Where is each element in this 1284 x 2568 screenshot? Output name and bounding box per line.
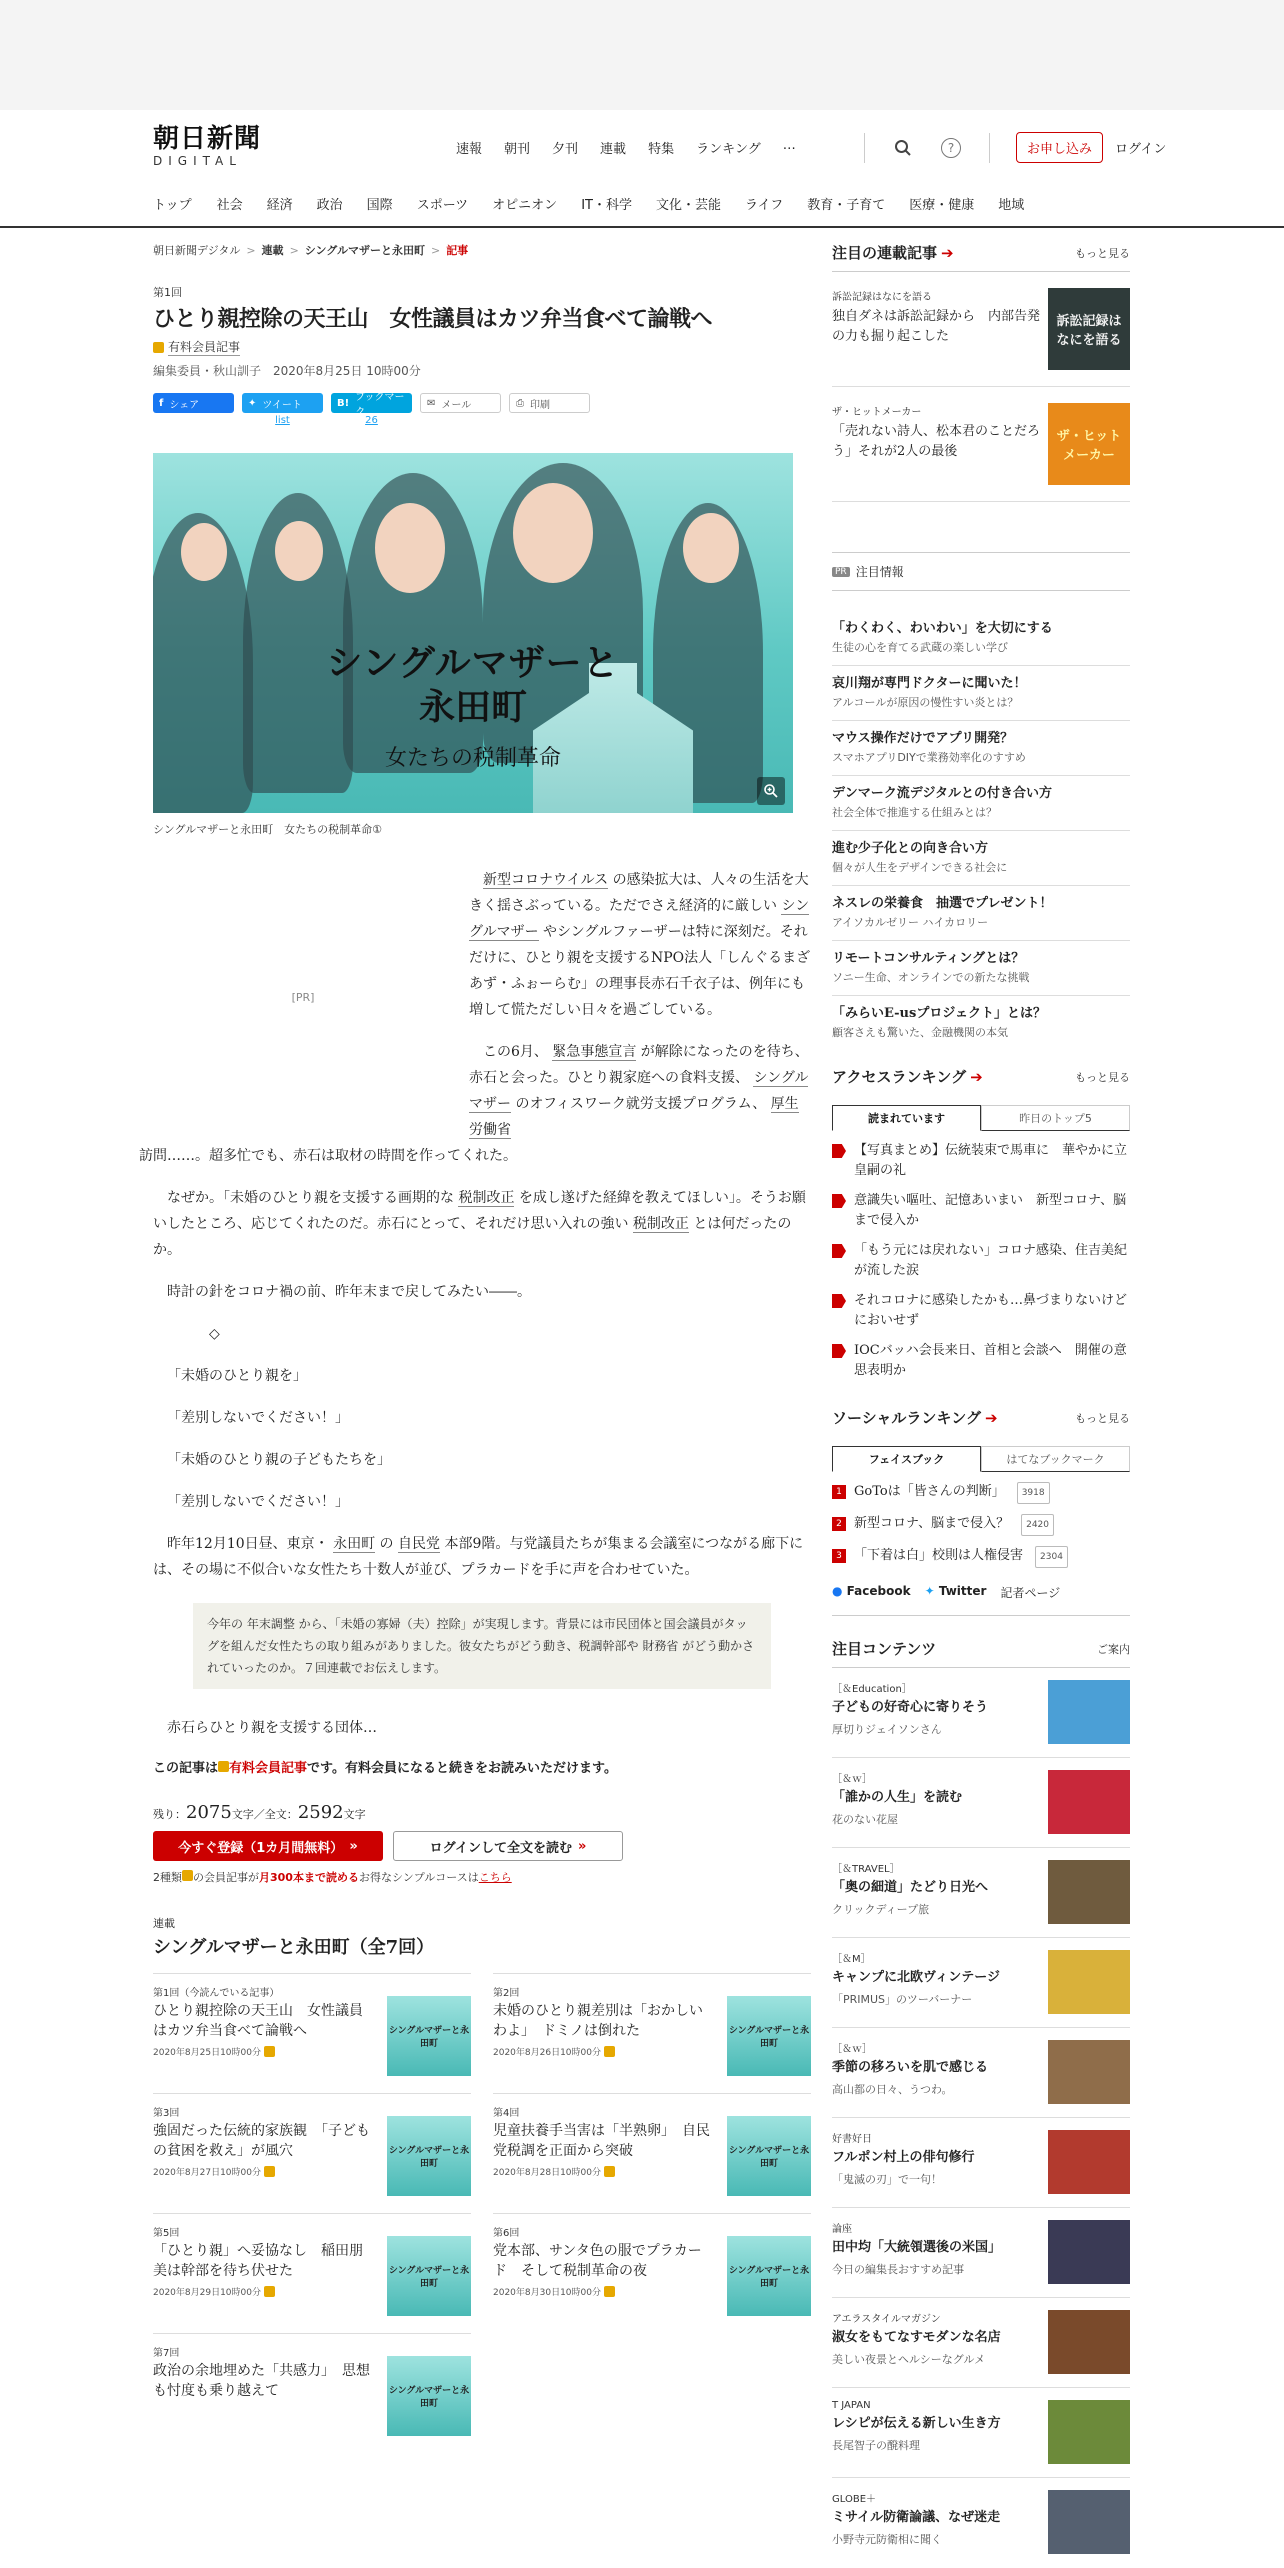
arrow-right-icon: ➔ [970,1067,983,1086]
access-ranking-list [832,1141,1130,1381]
pr-header: PR 注目情報 [832,552,1130,591]
category-nav [153,194,1024,213]
series-title[interactable]: シングルマザーと永田町（全7回） [153,1937,435,1958]
simple-course-note: 2種類 の会員記事が月300本まで読めるお得なシンプルコースはこちら [153,1871,512,1884]
category-shakai[interactable]: 社会 [216,198,243,213]
social-ranking-header: ソーシャルランキング ➔ もっと見る [832,1408,1130,1427]
category-culture[interactable]: 文化・芸能 [655,198,721,213]
hatena-count[interactable]: 26 [365,415,378,426]
lock-icon [264,2046,275,2057]
content-thumbnail [1048,2220,1130,2284]
paywall-message: この記事は 有料会員記事です。有料会員になると続きをお読みいただけます。 [153,1761,617,1776]
article-title: ひとり親控除の天王山 女性議員はカツ弁当食べて論戦へ [153,306,713,332]
content-item[interactable]: 論座 田中均「大統領選後の米国」 今日の編集長おすすめ記事 [832,2208,1130,2298]
more-link[interactable]: もっと見る [1075,246,1130,260]
paragraph: 「未婚のひとり親を」 [167,1368,307,1384]
sidebar [832,242,1130,2568]
category-seiji[interactable]: 政治 [316,198,343,213]
ranking-item[interactable]: 意識失い嘔吐、記憶あいまい 新型コロナ、脳まで侵入か [832,1191,1130,1231]
double-chevron-icon: » [577,1838,587,1854]
series-thumbnail: シングルマザーと永田町 [387,2236,471,2316]
featured-contents-header: 注目コンテンツ ご案内 [832,1638,1130,1668]
ranking-item[interactable]: IOCバッハ会長来日、首相と会談へ 開催の意思表明か [832,1341,1130,1381]
series-thumbnail: シングルマザーと永田町 [387,1996,471,2076]
guide-link[interactable]: ご案内 [1097,1642,1130,1656]
content-item[interactable]: ［＆Education］ 子どもの好奇心に寄りそう 厚切りジェイソンさん [832,1668,1130,1758]
category-health[interactable]: 医療・健康 [909,198,975,213]
divider [864,133,865,163]
lock-icon [264,2286,275,2297]
series-card[interactable]: 第5回 「ひとり親」へ妥協なし 稲田朋美は幹部を待ち伏せた 2020年8月29日10時00分 シングルマザーと永田町 [153,2213,471,2333]
tab-facebook[interactable]: フェイスブック [832,1446,981,1472]
login-read-button[interactable]: ログインして全文を読む » [393,1831,623,1861]
category-sports[interactable]: スポーツ [416,198,469,213]
category-top[interactable]: トップ [153,198,192,213]
series-note-box: 今年の 年末調整 から、「未婚の寡婦（夫）控除」が実現します。背景には市民団体と国会議員がタッグを組んだ女性たちの取り組みがありました。彼女たちがどう動き、税調幹部や 財務省 がどう動かされていったのか。７回連載でお伝えします。 [193,1603,771,1689]
series-thumbnail: 訴訟記録はなにを語る [1048,288,1130,370]
nav-tokushu[interactable]: 特集 [648,142,675,157]
lock-icon [604,2046,615,2057]
character-count: 残り：2075文字／全文：2592文字 [153,1802,366,1823]
arrow-marker-icon [832,1344,846,1358]
lock-icon [604,2166,615,2177]
pr-item[interactable]: デンマーク流デジタルとの付き合い方 社会全体で推進する仕組みとは？ [832,776,1130,831]
content-item[interactable]: ［＆ｗ］ 「誰かの人生」を読む 花のない花屋 [832,1758,1130,1848]
category-kokusai[interactable]: 国際 [366,198,393,213]
section-divider: ◇ [209,1326,220,1342]
paid-member-link[interactable]: 有料会員記事 [229,1761,308,1776]
hatena-bookmark-button[interactable]: B! ブックマーク 26 [331,393,412,413]
keyword-link[interactable]: シングルマザー [469,1070,809,1112]
arrow-right-icon: ➔ [984,1408,998,1427]
site-logo[interactable]: 朝日新聞 DIGITAL [153,124,262,168]
content-item[interactable]: ［＆ｗ］ 季節の移ろいを肌で感じる 高山都の日々、うつわ。 [832,2028,1130,2118]
printer-icon: ⎙ [516,397,524,409]
series-thumbnail: シングルマザーと永田町 [727,2236,811,2316]
content-thumbnail [1048,2310,1130,2374]
series-thumbnail: シングルマザーと永田町 [387,2356,471,2436]
tab-most-read[interactable]: 読まれています [832,1105,981,1131]
keyword-link[interactable]: 緊急事態宣言 [552,1044,637,1060]
access-ranking-tabs [832,1105,1130,1131]
content-item[interactable]: アエラスタイルマガジン 淑女をもてなすモダンな名店 美しい夜景とヘルシーなグルメ [832,2298,1130,2388]
series-card[interactable]: 第6回 党本部、サンタ色の服でプラカード そして税制革命の夜 2020年8月30日10時00分 シングルマザーと永田町 [493,2213,811,2333]
lock-icon [182,1870,193,1881]
image-caption: シングルマザーと永田町 女たちの税制革命① [153,823,383,836]
top-ad-space [0,0,1284,110]
paragraph: 新型コロナウイルス の感染拡大は、人々の生活を大きく揺さぶっている。ただでさえ経済的に厳しい シングルマザー やシングルファーザーは特に深刻だ。それだけに、ひとり親を支援するNPO法人「しんぐるまざあず・ふぉーらむ」の理事長赤石千衣子は、例年にも増して慌ただしい日々を過ごしている。 [469,872,811,1018]
keyword-link[interactable]: シングルマザー [469,898,810,940]
keyword-link[interactable]: 税制改正 [458,1190,515,1206]
arrow-marker-icon [832,1144,846,1158]
series-thumbnail: シングルマザーと永田町 [727,1996,811,2076]
pr-item[interactable]: 哀川翔が専門ドクターに聞いた！ アルコールが原因の慢性すい炎とは？ [832,666,1130,721]
content-thumbnail [1048,2400,1130,2464]
print-button[interactable]: ⎙ 印刷 [509,393,590,413]
facebook-icon: f [159,397,164,409]
pr-item[interactable]: 進む少子化との向き合い方 個々が人生をデザインできる社会に [832,831,1130,886]
twitter-link[interactable]: ✦ Twitter [924,1584,987,1598]
twitter-count[interactable]: list [275,415,290,426]
hero-image[interactable] [153,453,793,813]
lock-icon [218,1761,229,1772]
paragraph: 昨年12月10日昼、東京・ 永田町 の 自民党 本部9階。与党議員たちが集まる会議室につながる廊下には、その場に不似合いな女性たち十数人が並び、プラカードを手に声を合わせていた。 [153,1536,804,1578]
pr-item[interactable]: ネスレの栄養食 抽選でプレゼント！ アイソカルゼリー ハイカロリー [832,886,1130,941]
content-thumbnail [1048,2490,1130,2554]
paragraph: 「未婚のひとり親の子どもたちを」 [167,1452,391,1468]
category-life[interactable]: ライフ [744,198,784,213]
keyword-link[interactable]: 新型コロナウイルス [483,872,609,888]
hero-title-line1: シングルマザーと [326,642,620,684]
keyword-link[interactable]: 永田町 [333,1536,376,1552]
more-menu-icon[interactable]: … [782,138,796,153]
breadcrumb: 朝日新聞デジタル > 連載 > シングルマザーと永田町 > 記事 [153,243,469,257]
paragraph: なぜか。「未婚のひとり親を支援する画期的な 税制改正 を成し遂げた経緯を教えてほしい」。そうお願いしたところ、応じてくれたのだ。赤石にとって、それだけ思い入れの強い 税制改正 とは何だったのか。 [153,1190,806,1258]
share-bar [153,392,811,426]
nav-yukan[interactable]: 夕刊 [552,142,579,157]
social-ranking-list [832,1482,1130,1568]
arrow-marker-icon [832,1194,846,1208]
keyword-link[interactable]: 自民党 [398,1536,440,1552]
featured-series-item[interactable]: ザ・ヒットメーカー 「売れない詩人、松本君のことだろう」それが2人の最後 ザ・ヒットメーカー [832,387,1130,502]
facebook-icon: ● [832,1584,843,1598]
content-thumbnail [1048,1950,1130,2014]
help-icon[interactable]: ? [939,136,963,160]
ranking-item[interactable]: 3 「下着は白」校則は人権侵害 2304 [832,1546,1130,1568]
lock-icon [264,2166,275,2177]
category-opinion[interactable]: オピニオン [492,198,558,213]
nav-choukan[interactable]: 朝刊 [504,142,531,157]
member-badge: 有料会員記事 [153,338,811,356]
site-header [0,110,1284,228]
featured-contents-list [832,1668,1130,2568]
pr-item[interactable]: マウス操作だけでアプリ開発？ スマホアプリDIYで業務効率化のすすめ [832,721,1130,776]
pr-item[interactable]: 「わくわく、わいわい」を大切にする 生徒の心を育てる武蔵の楽しい学び [832,611,1130,666]
facebook-share-button[interactable]: f シェア [153,393,234,413]
series-thumbnail: ザ・ヒットメーカー [1048,403,1130,485]
ranking-item[interactable]: 「もう元には戻れない」コロナ感染、住吉美紀が流した涙 [832,1241,1130,1281]
login-link[interactable]: ログイン [1115,142,1167,157]
series-card[interactable]: 第7回 政治の余地埋めた「共感力」 思想も忖度も乗り越えて シングルマザーと永田町 [153,2333,471,2453]
mail-share-button[interactable]: ✉ メール [420,393,501,413]
simple-course-link[interactable]: こちら [478,1871,512,1884]
double-chevron-icon: » [349,1838,358,1854]
ranking-item[interactable]: 1 GoToは「皆さんの判断」 3918 [832,1482,1130,1504]
lock-icon [604,2286,615,2297]
tab-hatena[interactable]: はてなブックマーク [981,1446,1130,1472]
access-ranking-header: アクセスランキング ➔ もっと見る [832,1067,1130,1086]
pr-ad-slot[interactable]: [PR] [291,991,315,1004]
divider [989,133,990,163]
series-card[interactable]: 第4回 児童扶養手当害は「半熟卵」 自民党税調を正面から突破 2020年8月28日10時00分 シングルマザーと永田町 [493,2093,811,2213]
series-card[interactable]: 第3回 強固だった伝統的家族観 「子どもの貧困を救え」が風穴 2020年8月27日10時00分 シングルマザーと永田町 [153,2093,471,2213]
twitter-icon: ✦ [924,1584,935,1598]
article-body [139,867,811,1741]
pr-item[interactable]: 「みらいE-usプロジェクト」とは？ 顧客さえも驚いた、金融機関の本気 [832,1006,1047,1039]
keyword-link[interactable]: 厚生労働省 [469,1096,799,1138]
social-ranking-tabs [832,1446,1130,1472]
breadcrumb-series[interactable]: シングルマザーと永田町 [304,244,425,257]
more-link[interactable]: もっと見る [1075,1070,1130,1084]
ranking-item[interactable]: 【写真まとめ】伝統装束で馬車に 華やかに立皇嗣の礼 [832,1141,1130,1181]
nav-sokuho[interactable]: 速報 [456,142,483,157]
paragraph: この6月、 緊急事態宣言 が解除になったのを待ち、赤石と会った。ひとり親家庭への食料支援、 シングルマザー のオフィスワーク就労支援プログラム、 厚生労働省 訪問……。超多忙でも、赤石は取材の時間を作ってくれた。 [139,1044,809,1164]
social-links [832,1584,1130,1616]
byline: 編集委員・秋山訓子 2020年8月25日 10時00分 [153,364,421,378]
content-item[interactable]: ［＆M］ キャンプに北欧ヴィンテージ 「PRIMUS」のツーバーナー [832,1938,1130,2028]
series-card[interactable]: 第2回 未婚のひとり親差別は「おかしいわよ」 ドミノは倒れた 2020年8月26日10時00分 シングルマザーと永田町 [493,1973,811,2093]
content-thumbnail [1048,2040,1130,2104]
arrow-marker-icon [832,1244,846,1258]
arrow-right-icon: ➔ [941,243,954,262]
mail-icon: ✉ [427,397,436,409]
featured-series-item[interactable]: 訴訟記録はなにを語る 独自ダネは訴訟記録から 内部告発の力も掘り起こした 訴訟記録はなにを語る [832,272,1130,387]
breadcrumb-home[interactable]: 朝日新聞デジタル [153,244,241,257]
paragraph: 時計の針をコロナ禍の前、昨年末まで戻してみたい――。 [167,1284,531,1300]
register-button[interactable]: 今すぐ登録（1カ月間無料） » [153,1831,383,1861]
reporter-page-link[interactable]: 記者ページ [1000,1586,1061,1600]
breadcrumb-current: 記事 [446,244,469,257]
keyword-link[interactable]: 税制改正 [632,1216,689,1232]
episode-label: 第1回 [153,286,182,299]
facebook-link[interactable]: ● Facebook [832,1584,911,1598]
apply-button[interactable]: お申し込み [1016,132,1103,163]
series-header: 連載 シングルマザーと永田町（全7回） [153,1915,811,1959]
category-education[interactable]: 教育・子育て [807,198,886,213]
content-item[interactable]: ［＆TRAVEL］ 「奥の細道」たどり日光へ クリックディープ旅 [832,1848,1130,1938]
content-item[interactable]: GLOBE＋ ミサイル防衛論議、なぜ迷走 小野寺元防衛相に聞く [832,2478,1130,2568]
featured-series-header: 注目の連載記事 ➔ もっと見る [832,242,1130,272]
hatena-icon: B! [337,397,350,409]
series-thumbnail: シングルマザーと永田町 [727,2116,811,2196]
search-icon[interactable] [891,136,915,160]
content-thumbnail [1048,1770,1130,1834]
category-local[interactable]: 地域 [998,198,1025,213]
category-it[interactable]: IT・科学 [581,198,632,213]
content-item[interactable]: 好書好日 フルポン村上の俳句修行 「鬼滅の刃」で一句！ [832,2118,1130,2208]
category-keizai[interactable]: 経済 [266,198,293,213]
pr-item[interactable]: リモートコンサルティングとは？ ソニー生命、オンラインでの新たな挑戦 [832,941,1130,996]
paragraph: 「差別しないでください！」 [167,1410,349,1426]
tab-yesterday-top5[interactable]: 昨日のトップ5 [981,1105,1130,1131]
twitter-icon: ✦ [248,397,257,409]
arrow-marker-icon [832,1294,846,1308]
content-thumbnail [1048,1680,1130,1744]
series-list [153,1973,811,2453]
nav-ranking[interactable]: ランキング [696,142,761,157]
content-item[interactable]: T JAPAN レシピが伝える新しい生き方 長尾智子の醗料理 [832,2388,1130,2478]
global-nav [456,138,818,157]
paragraph: 赤石らひとり親を支援する団体… [167,1720,377,1736]
content-thumbnail [1048,2130,1130,2194]
lock-icon [153,342,164,353]
ranking-item[interactable]: 2 新型コロナ、脳まで侵入？ 2420 [832,1514,1130,1536]
nav-rensai[interactable]: 連載 [600,142,627,157]
content-thumbnail [1048,1860,1130,1924]
breadcrumb-rensai[interactable]: 連載 [261,244,284,257]
paragraph: 「差別しないでください！」 [167,1494,349,1510]
zoom-icon[interactable] [757,777,785,805]
ranking-item[interactable]: それコロナに感染したかも…鼻づまりないけどにおいせず [832,1291,1130,1331]
article-main [139,242,811,2453]
hero-title-line2: 永田町 [418,686,527,728]
series-thumbnail: シングルマザーと永田町 [387,2116,471,2196]
hero-subtitle: 女たちの税制革命 [384,746,561,771]
series-card[interactable]: 第1回（今読んでいる記事） ひとり親控除の天王山 女性議員はカツ弁当食べて論戦へ 2020年8月25日10時00分 シングルマザーと永田町 [153,1973,471,2093]
more-link[interactable]: もっと見る [1075,1411,1130,1425]
twitter-share-button[interactable]: ✦ ツイート list [242,393,323,413]
